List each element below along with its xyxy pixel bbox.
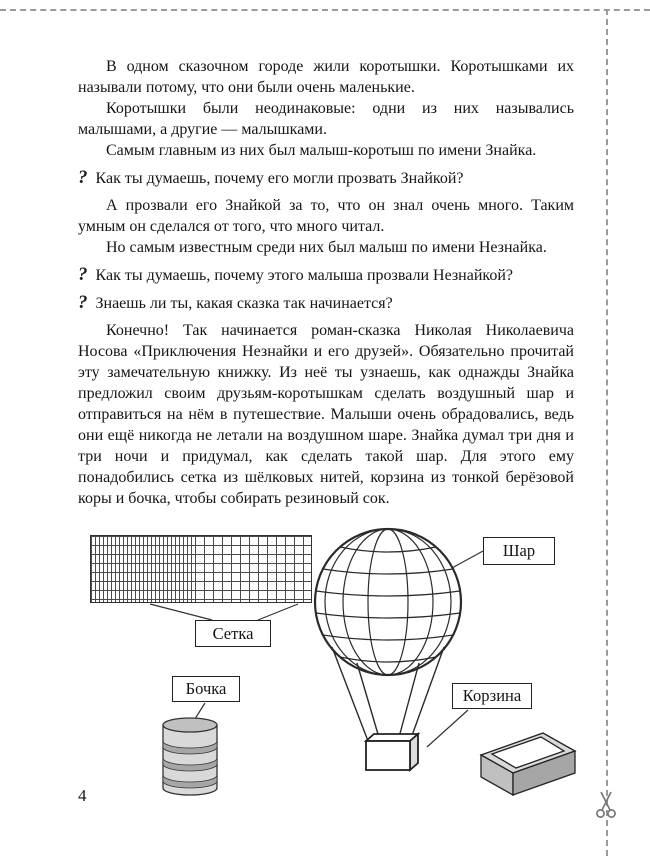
label-barrel-text: Бочка — [185, 679, 227, 698]
label-net — [195, 620, 271, 647]
question-icon: ? — [78, 167, 88, 188]
barrel-illustration — [163, 718, 217, 795]
paragraph: Коротышки были неодинаковые: одни из них назывались малышами, а другие — малышками. — [78, 100, 574, 138]
question-text: Знаешь ли ты, какая сказка так начинается? — [95, 295, 393, 312]
paragraph: В одном сказочном городе жили коротышки. Коротышками их называли потому, что они были очень маленькие. — [78, 58, 574, 96]
paragraph: Самым главным из них был малыш-коротыш по имени Знайка. — [106, 142, 537, 159]
cutline-top — [0, 9, 650, 11]
question-icon: ? — [78, 292, 88, 313]
label-basket-text: Корзина — [462, 686, 522, 705]
question-icon: ? — [78, 264, 88, 285]
label-basket — [452, 683, 532, 709]
balloon-gondola — [366, 734, 418, 770]
question-line — [78, 167, 574, 189]
figure-illustrations — [0, 525, 650, 856]
label-balloon — [483, 537, 555, 565]
label-barrel — [172, 676, 240, 702]
paragraph: А прозвали его Знайкой за то, что он знал очень много. Таким умным он сделался от того, что много читал. — [78, 197, 574, 235]
page-number: 4 — [78, 786, 87, 805]
text-column — [78, 56, 574, 509]
question-line — [78, 292, 574, 314]
question-line — [78, 264, 574, 286]
balloon-illustration — [315, 529, 461, 741]
paragraph: Но самым известным среди них был малыш по имени Незнайка. — [106, 239, 547, 256]
paragraph: Конечно! Так начинается роман-сказка Николая Николаевича Носова «Приключения Незнайки и его друзей». Обязательно прочитай эту замечательную книжку. Из неё ты узнаешь, как однажды Знайка предложил своим друзьям-коротышкам сделать воздушный шар и отправиться на нём в путешествие. Малыши очень обрадовались, ведь они ещё никогда не летали на воздушном шаре. Знайка думал три дня и три ночи и придумал, как сделать такой шар. Для этого ему понадобились сетка из шёлковых нитей, корзина из тонкой берёзовой коры и бочка, чтобы собирать резиновый сок. — [78, 322, 574, 507]
label-balloon-text: Шар — [502, 541, 536, 560]
question-text: Как ты думаешь, почему этого малыша прозвали Незнайкой? — [95, 267, 514, 284]
label-net-text: Сетка — [212, 623, 254, 643]
question-text: Как ты думаешь, почему его могли прозвать Знайкой? — [95, 170, 464, 187]
basket-illustration — [481, 733, 575, 795]
